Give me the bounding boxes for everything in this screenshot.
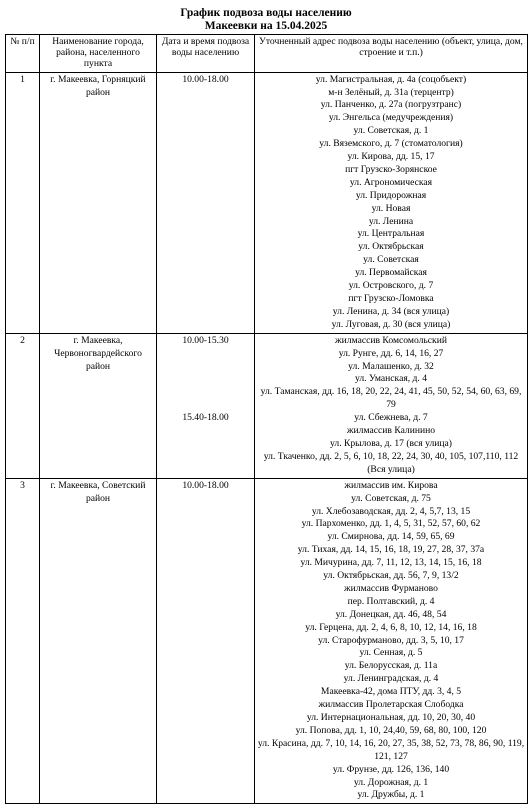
row-district-name: г. Макеевка, Червоногвардейского район [40, 333, 157, 478]
address-line: ул. Придорожная [355, 189, 427, 201]
header-num: № п/п [6, 35, 40, 73]
address-line: ул. Таманская, дд. 16, 18, 20, 22, 24, 41, 45, 50, 52, 54, 60, 63, 69, 79 [260, 386, 522, 411]
address-line: ул. Советская [363, 254, 419, 266]
table-body [6, 72, 528, 804]
row-address-cell [255, 72, 528, 333]
address-line: ул. Крылова, д. 17 (вся улица) [330, 437, 452, 449]
time-slot [159, 386, 252, 399]
row-number: 2 [6, 333, 40, 478]
address-line: ул. Интернациональная, дд. 10, 20, 30, 40 [306, 712, 476, 724]
address-line: ул. Вяземского, д. 7 (стоматология) [319, 138, 463, 150]
address-line: ул. Рунге, дд. 6, 14, 16, 27 [338, 347, 444, 359]
header-time: Дата и время подвоза воды населению [157, 35, 255, 73]
row-district-name: г. Макеевка, Советский район [40, 478, 157, 804]
address-line: ул. Тихая, дд. 14, 15, 16, 18, 19, 27, 28, 37, 37а [297, 544, 485, 556]
time-slot [159, 348, 252, 361]
time-slot: 15.40-18.00 [182, 412, 229, 424]
address-line: ул. Октябрьская [358, 241, 424, 253]
address-line: жилмассив Калинино [346, 425, 436, 437]
address-line: ул. Ленинградская, д. 4 [343, 673, 439, 685]
address-line: ул. Малашенко, д. 32 [348, 360, 434, 372]
address-line: жилмассив Пролетарская Слободка [318, 699, 464, 711]
table-header-row [6, 35, 528, 73]
address-line: м-н Зелёный, д. 31а (терцентр) [328, 86, 454, 98]
address-line: ул. Сенная, д. 5 [359, 647, 423, 659]
table-row [6, 72, 528, 333]
time-slot: 10.00-18.00 [182, 73, 229, 85]
address-line: ул. Попова, дд. 1, 10, 24,40, 59, 68, 80, 100, 120 [295, 724, 487, 736]
address-line: ул. Смирнова, дд. 14, 59, 65, 69 [327, 531, 455, 543]
address-line: жилмассив им. Кирова [344, 479, 438, 491]
address-line: ул. Уманская, д. 4 [354, 373, 428, 385]
time-slot [159, 361, 252, 374]
address-line: ул. Магистральная, д. 4а (соцобъект) [315, 73, 467, 85]
address-line: ул. Пархоменко, дд. 1, 4, 5, 31, 52, 57, 60, 62 [301, 518, 481, 530]
address-line: ул. Старофурманово, дд. 3, 5, 10, 17 [318, 634, 464, 646]
table-row [6, 478, 528, 804]
row-district-name: г. Макеевка, Горняцкий район [40, 72, 157, 333]
time-slot [159, 399, 252, 412]
row-address-cell [255, 333, 528, 478]
row-address-cell [255, 478, 528, 804]
header-address: Уточненный адрес подвоза воды населению (объект, улица, дом, строение и т.п.) [255, 35, 528, 73]
address-line: ул. Луговая, д. 30 (вся улица) [331, 318, 451, 330]
address-line: ул. Герцена, дд. 2, 4, 6, 8, 10, 12, 14, 16, 18 [305, 621, 477, 633]
address-line: ул. Энгельса (медучреждения) [328, 112, 454, 124]
time-slot [159, 373, 252, 386]
row-time-cell [157, 72, 255, 333]
address-line: ул. Белорусская, д. 11а [344, 660, 438, 672]
address-line: ул. Ткаченко, дд. 2, 5, 6, 10, 18, 22, 24, 30, 40, 105, 107,110, 112 (Вся улица) [263, 450, 519, 475]
header-name: Наименование города, района, населенного пункта [40, 35, 157, 73]
address-line: ул. Донецкая, дд. 46, 48, 54 [335, 608, 447, 620]
water-schedule-table [5, 34, 528, 804]
address-line: ул. Дорожная, д. 1 [353, 776, 429, 788]
address-line: ул. Новая [371, 202, 411, 214]
table-row [6, 333, 528, 478]
address-line: ул. Агрономическая [349, 176, 433, 188]
address-line: ул. Ленина, д. 34 (вся улица) [332, 305, 450, 317]
address-line: жилмассив Фурманово [344, 582, 438, 594]
address-line: пер. Полтавский, д. 4 [347, 595, 435, 607]
address-line: ул. Советская, д. 75 [351, 492, 431, 504]
address-line: ул. Центральная [357, 228, 425, 240]
address-line: ул. Фрунзе, дд. 126, 136, 140 [332, 763, 450, 775]
time-slot: 10.00-15.30 [182, 334, 229, 346]
address-line: ул. Советская, д. 1 [353, 125, 429, 137]
address-line: ул. Красина, дд. 7, 10, 14, 16, 20, 27, 35, 38, 52, 73, 78, 86, 90, 119, 121, 127 [257, 737, 525, 762]
address-line: ул. Сбежнева, д. 7 [354, 412, 428, 424]
address-line: пгт Грузско-Ломовка [348, 293, 434, 305]
address-line: ул. Ленина [368, 215, 414, 227]
row-time-cell [157, 333, 255, 478]
address-line: ул. Островского, д. 7 [348, 280, 434, 292]
document-subtitle: Макеевки на 15.04.2025 [204, 20, 328, 32]
address-line: ул. Дружбы, д. 1 [357, 789, 425, 801]
row-number: 1 [6, 72, 40, 333]
address-line: ул. Первомайская [355, 267, 427, 279]
address-line: жилмассив Комсомольский [335, 334, 447, 346]
address-line: ул. Хлебозаводская, дд. 2, 4, 5,7, 13, 15 [311, 505, 471, 517]
address-line: ул. Мичурина, дд. 7, 11, 12, 13, 14, 15, 16, 18 [300, 557, 482, 569]
address-line: пгт Грузско-Зорянское [345, 163, 437, 175]
address-line: ул. Кирова, дд. 15, 17 [347, 151, 435, 163]
row-number: 3 [6, 478, 40, 804]
time-slot: 10.00-18.00 [182, 479, 229, 491]
address-line: Макеевка-42, дома ПТУ, дд. 3, 4, 5 [320, 686, 462, 698]
address-line: ул. Октябрьская, дд. 56, 7, 9, 13/2 [323, 570, 459, 582]
address-line: ул. Панченко, д. 27а (погрузтранс) [320, 99, 462, 111]
row-time-cell [157, 478, 255, 804]
document-title: График подвоза воды населению [180, 7, 352, 19]
